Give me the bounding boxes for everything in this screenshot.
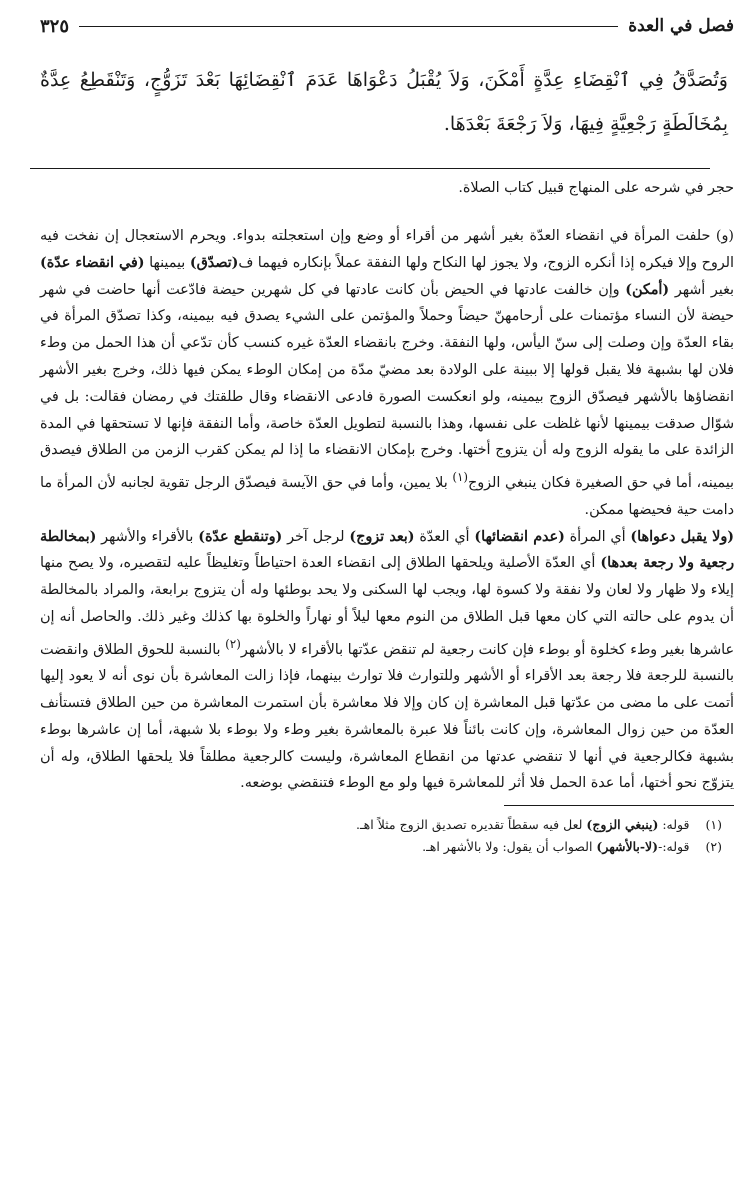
matn-divider	[30, 168, 710, 169]
footnote	[40, 836, 722, 858]
footnote	[40, 814, 722, 836]
running-header	[40, 12, 734, 40]
commentary-text: بالنسبة للحوق الطلاق وانقضت بالنسبة للرجعة فلا رجعة بعد الأقراء أو الأشهر وللتوارث فلا توارث بينهما، فإذا زالت المعاشرة بأن نوى أنه لا يعود إليها أتمت على ما مضى من عدّتها قبل المعاشرة إن كان وإلا فلا معاشرة بأن استمرت المعاشرة من حين الطلاق فتستأنف العدّة من حين زوال المعاشرة، وإن كانت بائناً فلا عبرة بالمعاشرة بغير وطء ولا بوطء بلا شبهة، أما إن عاشرها بوطء بشبهة فكالرجعية في أنها لا تنقضي عدتها من انقطاع المعاشرة، وليست كالرجعية مطلقاً فلا يلحقها الطلاق، وله أن يتزوّج نحو أختها، أما عدة الحمل فلا أثر للمعاشرة فيها ولو مع الوطء فتنقضي بوضعه.	[40, 641, 734, 792]
footnote-marker[interactable]: (٢)	[225, 636, 241, 651]
commentary-text: (و) حلفت المرأة في انقضاء العدّة بغير أشهر من أقراء أو وضع وإن استعجلته بدواء. ويحرم الاستعجال إن نفخت فيه الروح وإلا فيكره إذا أنكره الزوج، ولا يجوز لها النكاح ولها النفقة عملاً بإنكاره فيهما ف	[40, 228, 734, 271]
matn-quote: (ولا يقبل دعواها)	[630, 528, 735, 545]
page-number: ٣٢٥	[40, 15, 70, 37]
matn-text: وَتُصَدَّقُ فِي ٱنْقِضَاءِ عِدَّةٍ أَمْكَنَ، وَلاَ يُقْبَلُ دَعْوَاهَا عَدَمَ ٱنْقِضَائِهَا بَعْدَ تَزَوُّجٍ، وَتَنْقَطِعُ عِدَّةٌ بِمُخَالَطَةٍ رَجْعِيَّةٍ فِيهَا، وَلاَ رَجْعَةَ بَعْدَهَا.	[40, 69, 728, 135]
matn-quote: (بعد تزوج)	[349, 528, 415, 545]
matn-quote: (أمكن)	[625, 281, 670, 298]
matn-quote: (وتنقطع عدّة)	[198, 528, 283, 545]
matn-quote: (تصدّق)	[189, 254, 239, 271]
commentary-text: أي العدّة الأصلية ويلحقها الطلاق إلى انقضاء العدة احتياطاً وتغليظاً عليه لتقصيره، ولا يصح منها إيلاء ولا ظهار ولا لعان ولا نفقة ولا كسوة لها، ويجب لها السكنى ولا يحد بوطئها وله أن يتزوج برابعة، والمراد بالمخالطة أن يدوم على حالته التي كان معها قبل الطلاق من النوم معها ليلاً أو نهاراً والخلوة بها كذلك وغير ذلك. والحاصل أنه إن عاشرها بغير وطء كخلوة أو بوطء فإن كانت رجعية لم تنقض عدّتها بالأقراء لا بالأشهر	[40, 555, 734, 658]
footnote-number: (١)	[705, 817, 722, 833]
footnote-text: قوله: (ينبغي الزوج) لعل فيه سقطاً تقديره تصديق الزوج مثلاً اهـ.	[356, 817, 690, 833]
footnote-number: (٢)	[705, 839, 722, 855]
matn-quote: (بمخالطة رجعية ولا رجعة بعدها)	[40, 528, 735, 572]
footnotes	[40, 814, 734, 858]
commentary-text: بغير أشهر	[669, 281, 734, 298]
commentary	[40, 223, 734, 797]
page	[40, 12, 734, 858]
chapter-title: فصل في العدة	[628, 16, 734, 36]
header-rule	[79, 26, 618, 27]
commentary-text: بلا يمين، وأما في حق الآيسة فيصدّق الرجل تقوية لجانبه لأن المرأة ما دامت حية فحيضها ممكن.	[40, 474, 734, 518]
commentary-paragraph-2	[40, 524, 734, 798]
footnote-rule	[504, 805, 734, 806]
commentary-text: بيمينها	[144, 254, 190, 271]
commentary-text: وإن خالفت عادتها في الحيض بأن كانت عادتها في كل شهرين حيضة فادّعت أنها حاضت في شهر حيضة لأن النساء مؤتمنات على أرحامهنّ حيضاً وحملاً والمؤتمن على الشيء يصدق فيه بيمينه، وكذا تصدّق المرأة في بقاء العدّة وإن وصلت إلى سنّ اليأس، ولها النفقة. وخرج بانقضاء العدّة غيره كنسب كأن تدّعي أن هذا الحمل من وطء فلان لها بشبهة فلا يقبل قولها إلا ببينة على الولادة بعد مضيّ مدّة من إمكان الوطء يمكن فيها ذلك، وخرج بغير الأشهر انقضاؤها بالأشهر فيصدّق الزوج بيمينه، ولو انعكست الصورة فادعى الانقضاء وقال طلقتك في رمضان فقالت: بل في شوّال صدقت بيمينها لأنها غلظت على نفسها، وهذا بالنسبة لتطويل العدّة خاصة، وأما النفقة فإنها لا تستحقها في المدة الزائدة على ما يقوله الزوج وله أن يتزوج أختها. وخرج بإمكان الانقضاء ما إذا لم يمكن كقرب الزمن من الطلاق فيصدق بيمينه، أما في حق الصغيرة فكان ينبغي الزوج	[40, 281, 734, 491]
matn-quote: (عدم انقضائها)	[474, 528, 565, 545]
commentary-text: لرجل آخر	[282, 528, 350, 545]
commentary-text: بالأقراء والأشهر	[96, 528, 199, 545]
commentary-text: أي العدّة	[414, 528, 475, 545]
carry-over-text: حجر في شرحه على المنهاج قبيل كتاب الصلاة.	[458, 180, 734, 196]
commentary-text: أي المرأة	[564, 528, 631, 545]
commentary-paragraph-1	[40, 223, 734, 524]
footnote-marker[interactable]: (١)	[452, 470, 469, 485]
matn-quote: (في انقضاء عدّة)	[40, 254, 145, 271]
footnote-text: قوله:-(لا-بالأشهر) الصواب أن يقول: ولا بالأشهر اهـ.	[422, 839, 690, 855]
